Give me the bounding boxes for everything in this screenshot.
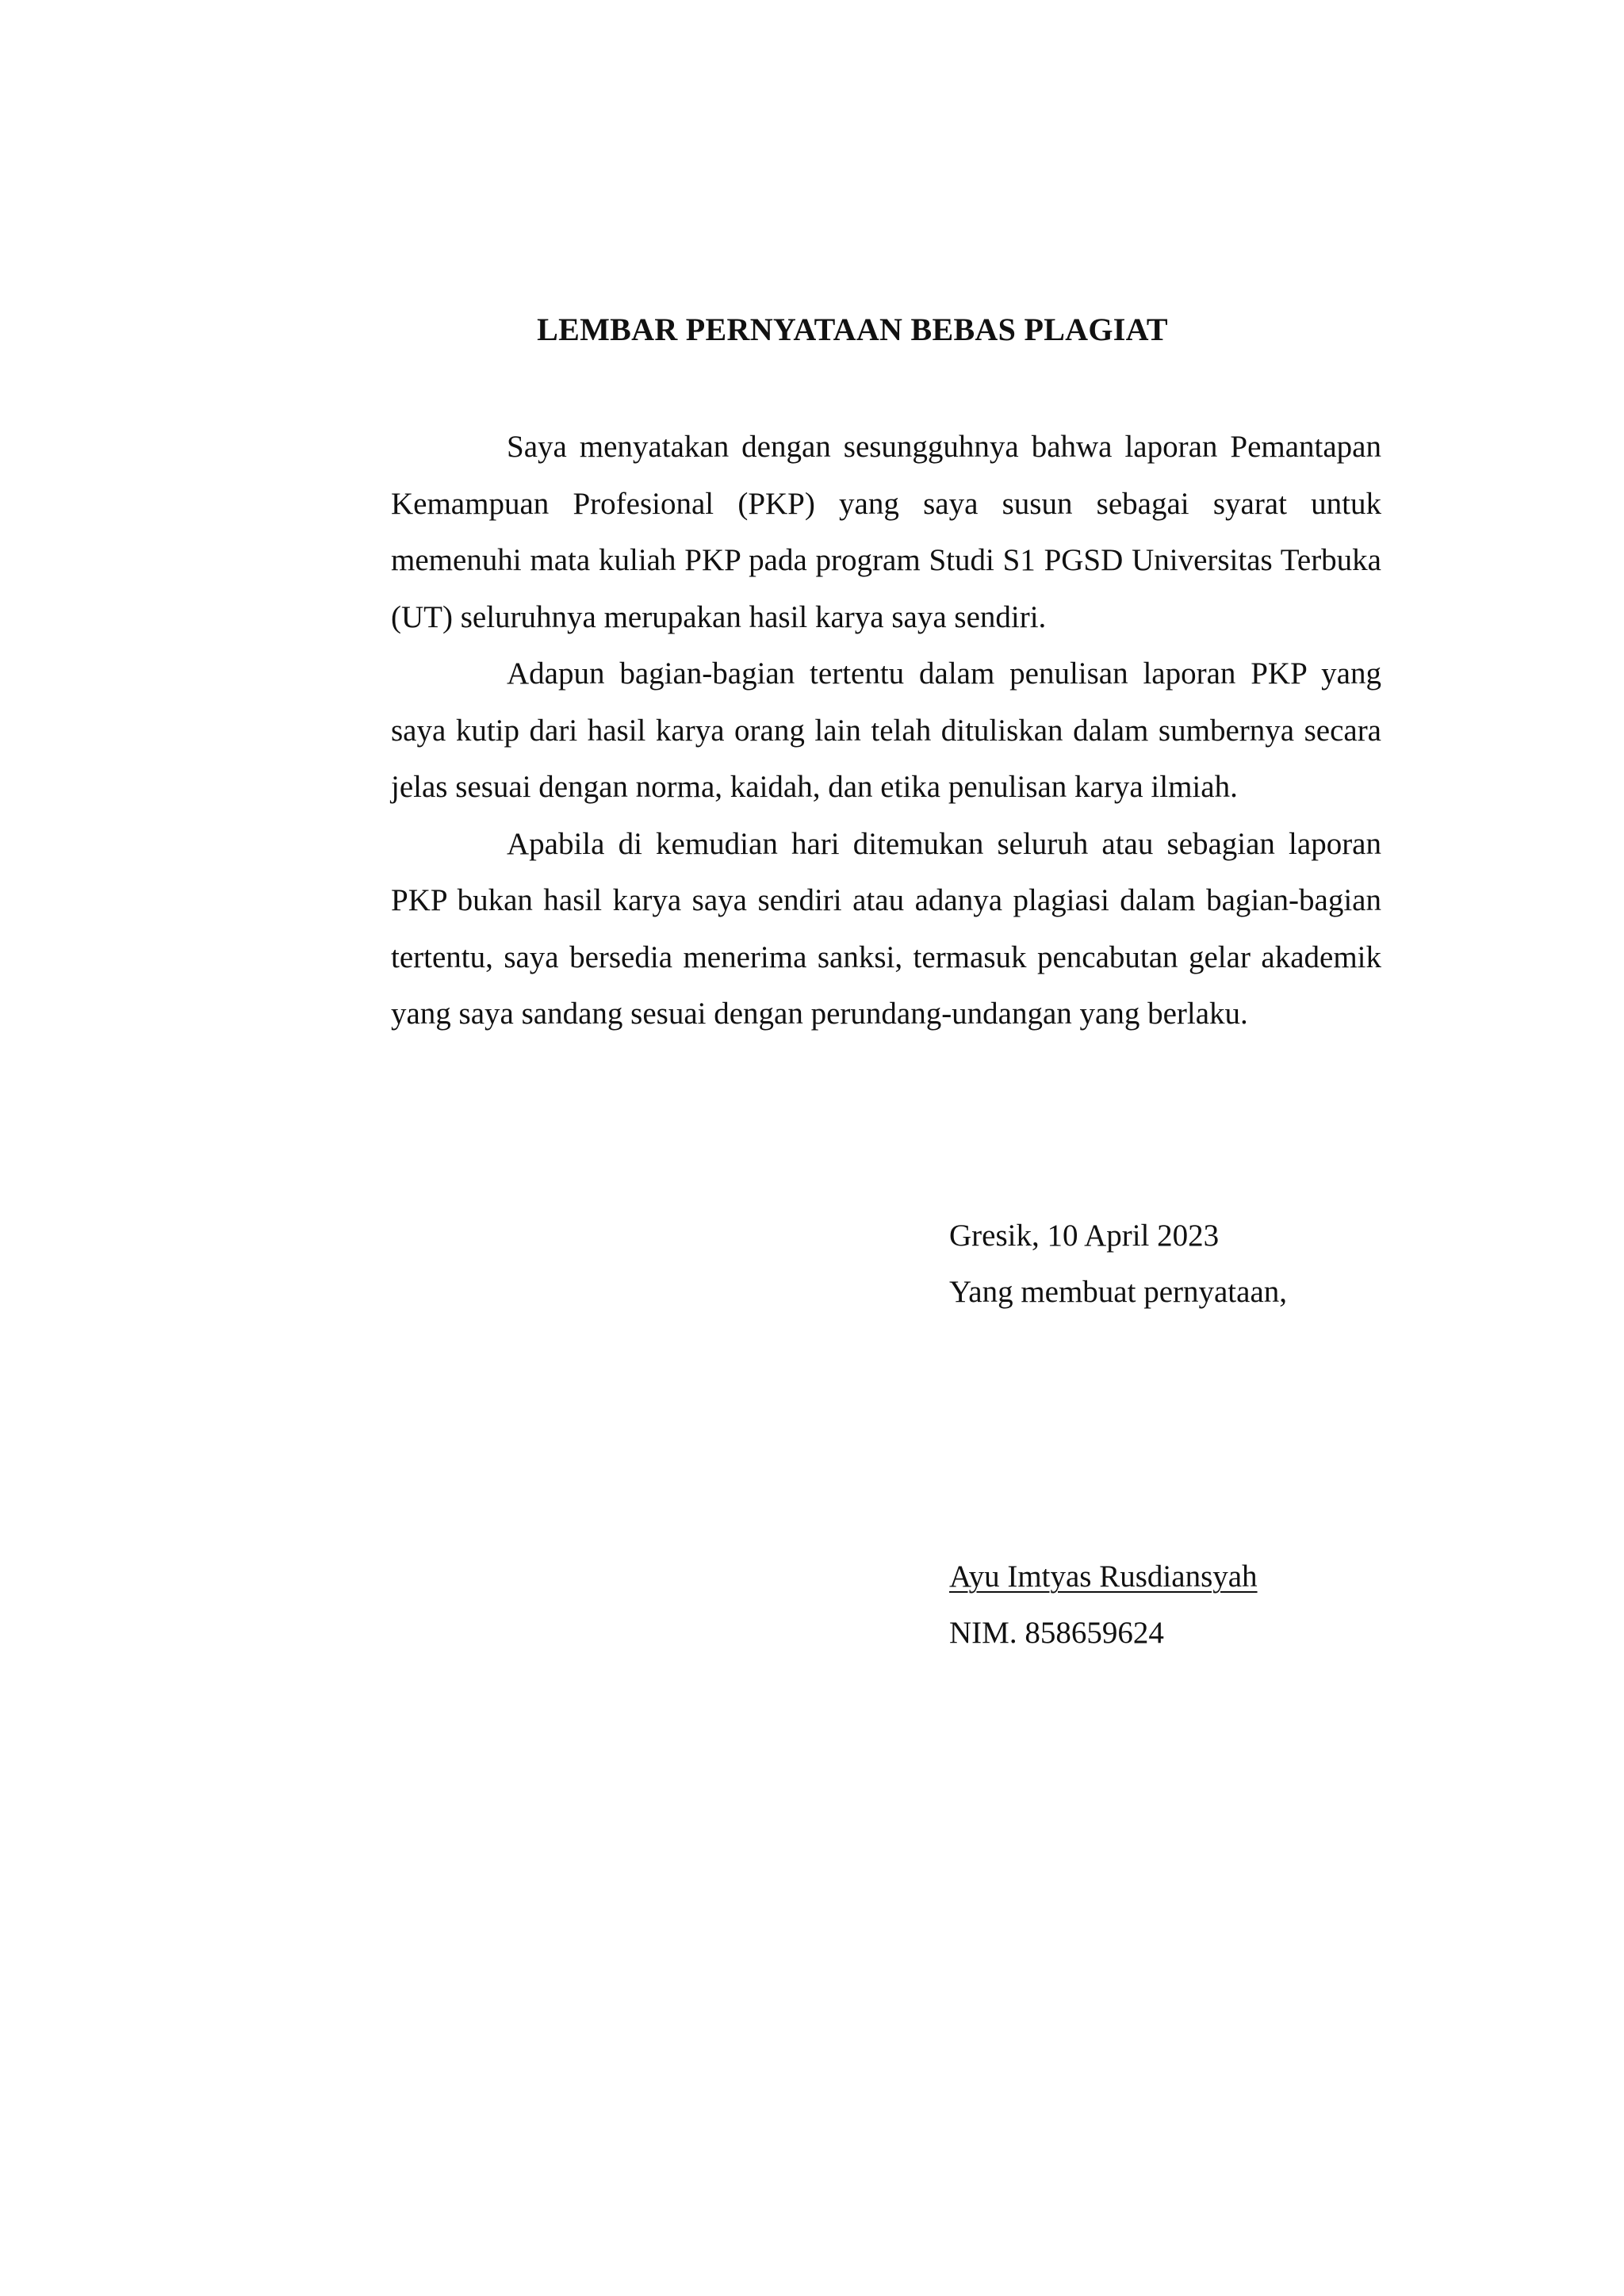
statement-body [391,419,1381,1043]
statement-paragraph-2: Adapun bagian-bagian tertentu dalam penulisan laporan PKP yang saya kutip dari hasil karya orang lain telah dituliskan dalam sumbernya secara jelas sesuai dengan norma, kaidah, dan etika penulisan karya ilmiah. [391,656,1381,804]
statement-paragraph-1: Saya menyatakan dengan sesungguhnya bahwa laporan Pemantapan Kemampuan Profesional (PKP) yang saya susun sebagai syarat untuk memenuhi mata kuliah PKP pada program Studi S1 PGSD Universitas Terbuka (UT) seluruhnya merupakan hasil karya saya sendiri. [391,430,1381,634]
signer-nim: NIM. 858659624 [949,1616,1164,1650]
maker-label: Yang membuat pernyataan, [949,1275,1288,1309]
statement-paragraph-3: Apabila di kemudian hari ditemukan seluruh atau sebagian laporan PKP bukan hasil karya saya sendiri atau adanya plagiasi dalam bagian-bagian tertentu, saya bersedia menerima sanksi, termasuk pencabutan gelar akademik yang saya sandang sesuai dengan perundang-undangan yang berlaku. [391,826,1381,1031]
place-date: Gresik, 10 April 2023 [949,1219,1220,1253]
document-title: LEMBAR PERNYATAAN BEBAS PLAGIAT [537,312,1168,347]
signer-name: Ayu Imtyas Rusdiansyah [949,1559,1258,1594]
